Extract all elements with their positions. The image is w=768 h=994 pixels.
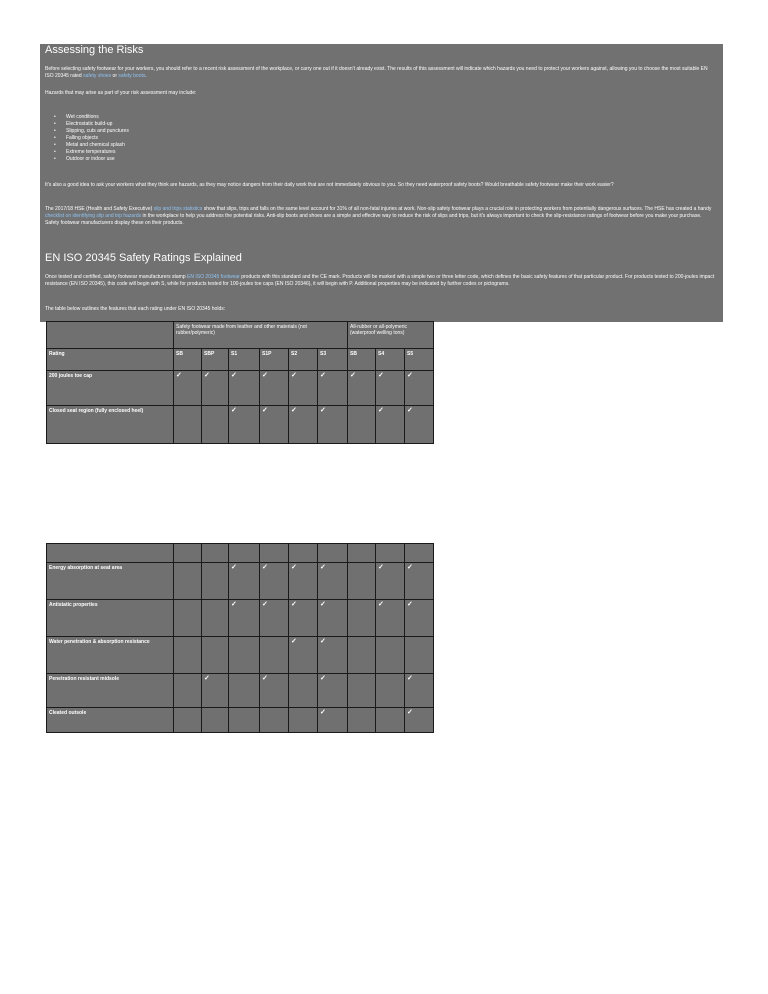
table-intro: The table below outlines the features that each rating under EN ISO 20345 holds: [45,306,226,312]
table-cell [348,637,376,674]
table-row [47,371,434,406]
cert-text-start: Once tested and certified, safety footwear manufacturers stamp [45,274,188,280]
intro-text: Before selecting safety footwear for your workers, you should refer to a recent risk assessment of the workplace, or carry one out if it doesn't already exist. The results of this assessment will indicate which hazards you need to protect your workers against, allowing you to choose the most suitable EN ISO 20345 rated [45,66,708,79]
table-cell [348,563,376,600]
check-icon: ✓ [229,406,260,444]
check-icon: ✓ [260,406,289,444]
table-cell [202,708,229,733]
check-icon: ✓ [289,637,318,674]
rating-code: SB [174,349,202,371]
table-cell [202,600,229,637]
table-row [47,600,434,637]
check-icon: ✓ [260,563,289,600]
check-icon: ✓ [318,600,348,637]
table-row [47,322,434,349]
check-icon: ✓ [260,674,289,708]
table-body [47,563,434,733]
rating-code: S5 [405,349,434,371]
certification-paragraph [45,274,715,288]
heading-en-iso-ratings: EN ISO 20345 Safety Ratings Explained [45,252,242,264]
hazards-list [54,114,354,163]
intro-paragraph [45,66,715,80]
table-cell [202,637,229,674]
hse-paragraph [45,206,715,227]
table-cell [174,406,202,444]
check-icon: ✓ [318,371,348,406]
check-icon: ✓ [405,371,434,406]
table-row [47,637,434,674]
check-icon: ✓ [318,708,348,733]
feature-label: Antistatic properties [47,600,174,637]
check-icon: ✓ [318,406,348,444]
table-cell [376,544,405,563]
rating-label: Rating [47,349,174,371]
cert-text-end: products with this standard and the CE mark. Products will be marked with a simple two or three letter code, which defines the basic safety features of that particular product. For products tested to 200-joules impact resistance (EN ISO 20345), this code will begin with S, while for products tested for 100-joules toe caps (EN ISO 20346), it will begin with P. Additional properties may be indicated by further codes or pictograms. [45,274,715,287]
ratings-table-part2 [46,543,434,733]
check-icon: ✓ [376,563,405,600]
table-cell [174,637,202,674]
table-cell [348,708,376,733]
check-icon: ✓ [174,371,202,406]
table-cell [229,544,260,563]
table-cell [318,544,348,563]
en-iso-footwear-link[interactable]: EN ISO 20345 footwear [187,274,240,280]
hse-text-start: The 2017/18 HSE (Health and Safety Executive) [45,206,154,212]
table-cell [229,674,260,708]
rating-code: S3 [318,349,348,371]
check-icon: ✓ [376,371,405,406]
check-icon: ✓ [260,371,289,406]
check-icon: ✓ [202,674,229,708]
slip-trip-checklist-link[interactable]: checklist on identifying slip and trip hazards [45,213,142,219]
slip-trip-statistics-link[interactable]: slip and trips statistics [153,206,203,212]
feature-label: Closed seat region (fully enclosed heel) [47,406,174,444]
table-cell [174,674,202,708]
table-cell [260,544,289,563]
table-row [47,563,434,600]
list-item: • Metal and chemical splash [54,142,354,149]
table-cell [289,708,318,733]
check-icon: ✓ [405,708,434,733]
workers-paragraph: It's also a good idea to ask your workers what they think are hazards, as they may notice dangers from their daily work that are not immediately obvious to you. So they need waterproof safety boots? Would breathable safety footwear make their work easier? [45,182,614,188]
intro-text-mid: or [111,73,119,79]
table-cell [348,600,376,637]
heading-assessing-risks: Assessing the Risks [45,44,144,56]
check-icon: ✓ [202,371,229,406]
safety-shoes-link[interactable]: safety shoes [83,73,112,79]
feature-label: Energy absorption at seat area [47,563,174,600]
check-icon: ✓ [348,371,376,406]
table-cell [202,544,229,563]
hse-text-mid: show that slips, trips and falls on the same level account for 31% of all non-fatal injuries at work. Non-slip safety footwear plays a crucial role in protecting workers from potentially dangerous surfaces. The HSE has created a handy [202,206,712,212]
list-item: • Wet conditions [54,114,354,121]
hse-text-end: in the workplace to help you address the potential risks. Anti-slip boots and shoes are a simple and effective way to reduce the risk of slips and trips, but it's always important to check the slip-resistance ratings of footwear before you make your purchase. Safety footwear manufacturers display these on their products. [45,213,702,226]
feature-label: Penetration resistant midsole [47,674,174,708]
hazards-intro: Hazards that may arise as part of your risk assessment may include: [45,90,197,96]
table-cell [348,544,376,563]
check-icon: ✓ [405,563,434,600]
check-icon: ✓ [289,371,318,406]
table-cell [202,406,229,444]
table-row [47,674,434,708]
safety-boots-link[interactable]: safety boots [118,73,146,79]
feature-label: Cleated outsole [47,708,174,733]
table-cell [289,674,318,708]
table-cell [174,600,202,637]
table-row [47,349,434,371]
rating-code: S2 [289,349,318,371]
list-item: • Slipping, cuts and punctures [54,128,354,135]
check-icon: ✓ [376,600,405,637]
check-icon: ✓ [229,371,260,406]
group-header-rubber: All-rubber or all-polymeric (waterproof welling tons) [348,322,434,349]
table-cell [174,544,202,563]
check-icon: ✓ [405,600,434,637]
rating-code: S4 [376,349,405,371]
table-cell [229,708,260,733]
table-cell [405,544,434,563]
table-cell [376,708,405,733]
list-item: • Outdoor or indoor use [54,156,354,163]
feature-label: 200 joules toe cap [47,371,174,406]
rating-code: S1 [229,349,260,371]
check-icon: ✓ [289,563,318,600]
check-icon: ✓ [229,563,260,600]
table-cell [289,544,318,563]
table-cell [202,563,229,600]
table-row [47,708,434,733]
check-icon: ✓ [289,406,318,444]
table-cell [260,708,289,733]
check-icon: ✓ [289,600,318,637]
table-cell [348,674,376,708]
table-row [47,544,434,563]
rating-code: S1P [260,349,289,371]
table-body [47,371,434,444]
table-cell [348,406,376,444]
check-icon: ✓ [318,637,348,674]
check-icon: ✓ [376,406,405,444]
check-icon: ✓ [405,406,434,444]
intro-text-end: . [145,73,147,79]
table-cell [47,322,174,349]
table-cell [260,637,289,674]
table-cell [174,563,202,600]
rating-code: SB [348,349,376,371]
table-cell [376,674,405,708]
feature-label: Water penetration & absorption resistance [47,637,174,674]
list-item: • Extreme temperatures [54,149,354,156]
table-cell [174,708,202,733]
check-icon: ✓ [260,600,289,637]
check-icon: ✓ [318,674,348,708]
ratings-table-part1 [46,321,434,444]
list-item: • Falling objects [54,135,354,142]
table-cell [376,637,405,674]
check-icon: ✓ [229,600,260,637]
list-item: • Electrostatic build-up [54,121,354,128]
group-header-leather: Safety footwear made from leather and other materials (not rubber/polymeric) [174,322,348,349]
table-cell [229,637,260,674]
table-cell [405,637,434,674]
article-content [40,44,723,322]
check-icon: ✓ [405,674,434,708]
table-row [47,406,434,444]
table-cell [47,544,174,563]
rating-code: SBP [202,349,229,371]
check-icon: ✓ [318,563,348,600]
